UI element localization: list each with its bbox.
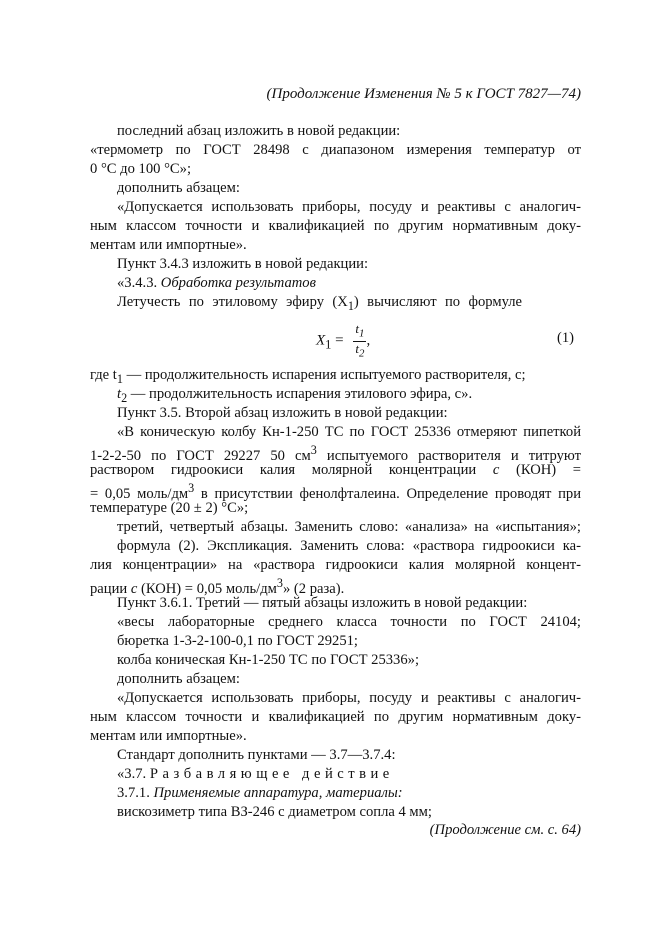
text-line: формула (2). Экспликация. Заменить слова: «раствора гидроокиси ка- bbox=[117, 538, 581, 554]
text-line: ным классом точности и квалификацией по другим нормативным доку- bbox=[90, 709, 581, 725]
formula-1: $X_1$ = $\frac{t_1}{t_2}$ , bbox=[316, 321, 371, 360]
text-line: Пункт 3.4.3 изложить в новой редакции: bbox=[117, 256, 369, 272]
text-line: «Допускается использовать приборы, посуду и реактивы с аналогич- bbox=[117, 690, 581, 706]
text-line: бюретка 1-3-2-100-0,1 по ГОСТ 29251; bbox=[117, 633, 358, 649]
text-line: Пункт 3.5. Второй абзац изложить в новой редакции: bbox=[117, 405, 448, 421]
text-line: ным классом точности и квалификацией по другим нормативным доку- bbox=[90, 218, 581, 234]
text-line: ментам или импортные». bbox=[90, 237, 247, 253]
text-line: Пункт 3.6.1. Третий — пятый абзацы изложить в новой редакции: bbox=[117, 595, 528, 611]
text-line: вискозиметр типа ВЗ-246 с диаметром сопла 4 мм; bbox=[117, 804, 432, 820]
text-line: дополнить абзацем: bbox=[117, 180, 240, 196]
section-heading: «3.7. Разбавляющее действие bbox=[117, 766, 394, 782]
text-line: «В коническую колбу Кн-1-250 ТС по ГОСТ 25336 отмеряют пипеткой bbox=[117, 424, 581, 440]
text-line: «Допускается использовать приборы, посуду и реактивы с аналогич- bbox=[117, 199, 581, 215]
text-line: «весы лабораторные среднего класса точности по ГОСТ 24104; bbox=[117, 614, 581, 630]
text-line: «термометр по ГОСТ 28498 с диапазоном измерения температур от bbox=[90, 142, 581, 158]
text-line: = 0,05 моль/$дм^3$ в присутствии фенолфталеина. Определение проводят при bbox=[90, 481, 582, 502]
text-line: раствором гидроокиси калия молярной концентрации c (КОН) = bbox=[90, 462, 581, 478]
text-line: дополнить абзацем: bbox=[117, 671, 240, 687]
text-line: где $t_1$ — продолжительность испарения испытуемого растворителя, с; bbox=[90, 367, 526, 386]
text-line: $t_2$ — продолжительность испарения этилового эфира, с». bbox=[117, 386, 473, 405]
text-line: лия концентрации» на «раствора гидроокиси калия молярной концент- bbox=[90, 557, 581, 573]
page-footer: (Продолжение см. с. 64) bbox=[429, 822, 581, 838]
formula-number: (1) bbox=[557, 330, 575, 346]
section-heading: «3.4.3. Обработка результатов bbox=[117, 275, 316, 291]
text-line: третий, четвертый абзацы. Заменить слово: «анализа» на «испытания»; bbox=[117, 519, 581, 535]
section-heading: 3.7.1. Применяемые аппаратура, материалы: bbox=[117, 785, 403, 801]
text-line: Летучесть по этиловому эфиру $(X_1)$ вычисляют по формуле bbox=[117, 294, 522, 313]
text-line: последний абзац изложить в новой редакции: bbox=[117, 123, 401, 139]
text-line: колба коническая Кн-1-250 ТС по ГОСТ 25336»; bbox=[117, 652, 419, 668]
text-line: Стандарт дополнить пунктами — 3.7—3.7.4: bbox=[117, 747, 396, 763]
text-line: температуре (20 ± 2) °С»; bbox=[90, 500, 249, 516]
text-line: 1-2-2-50 по ГОСТ 29227 50 $см^3$ испытуемого растворителя и титруют bbox=[90, 443, 581, 464]
text-line: рации c (КОН) = 0,05 моль/$дм^3$» (2 раза). bbox=[90, 576, 345, 597]
text-line: 0 °С до 100 °С»; bbox=[90, 161, 191, 177]
text-line: ментам или импортные». bbox=[90, 728, 247, 744]
page-header: (Продолжение Изменения № 5 к ГОСТ 7827—74) bbox=[266, 86, 581, 102]
